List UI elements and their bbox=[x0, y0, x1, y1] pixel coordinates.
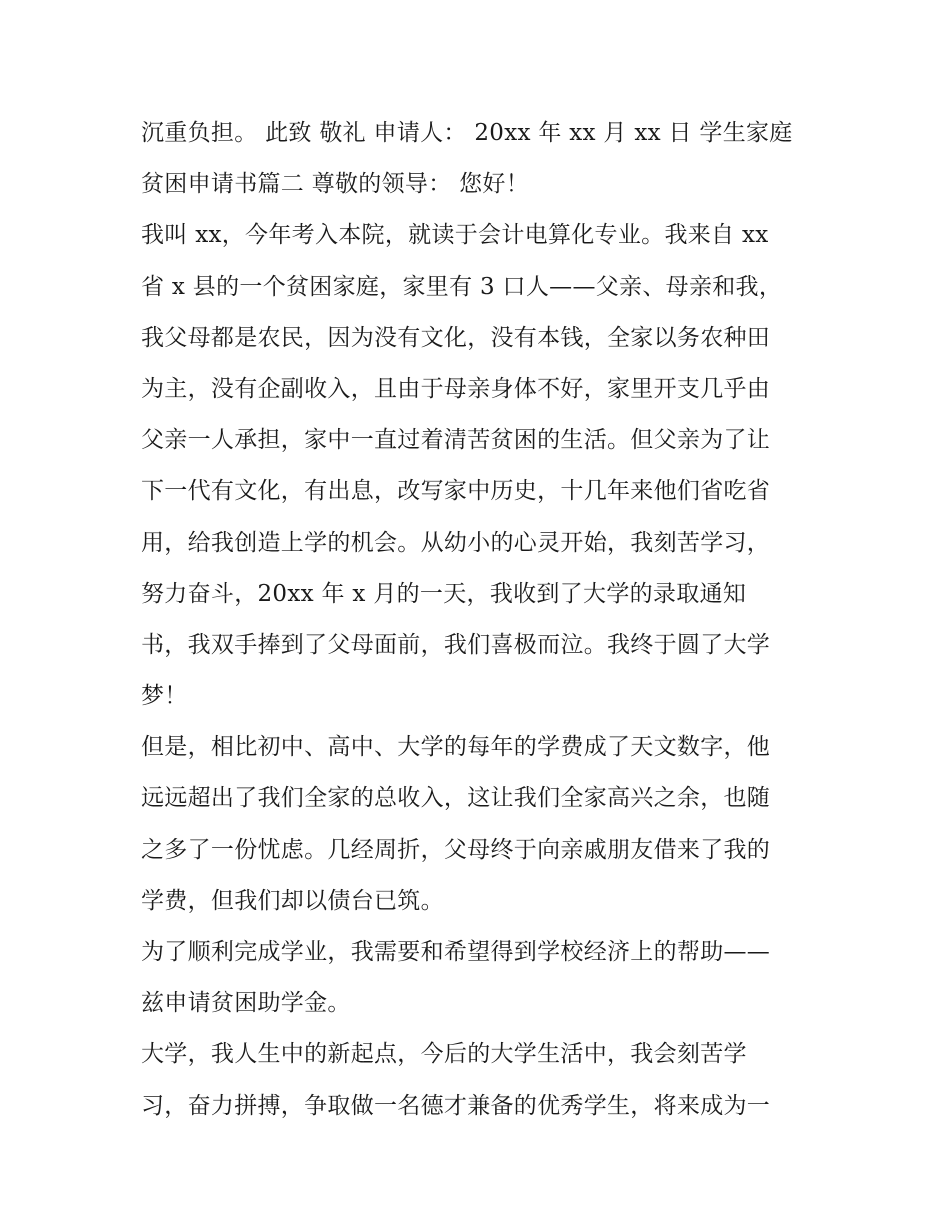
text-line: 为主，没有企副收入，且由于母亲身体不好，家里开支几乎由 bbox=[141, 375, 771, 402]
text-line: 我父母都是农民，因为没有文化，没有本钱，全家以务农种田 bbox=[141, 324, 771, 351]
text-line: 梦！ bbox=[141, 683, 188, 710]
text-line: 下一代有文化，有出息，改写家中历史，十几年来他们省吃省 bbox=[141, 478, 771, 505]
text-line: 但是，相比初中、高中、大学的每年的学费成了天文数字，他 bbox=[141, 734, 771, 761]
text-line: 沉重负担。 此致 敬礼 申请人： 20xx 年 xx 月 xx 日 学生家庭 bbox=[141, 120, 793, 146]
text-line: 父亲一人承担，家中一直过着清苦贫困的生活。但父亲为了让 bbox=[141, 427, 771, 454]
text-line: 大学，我人生中的新起点，今后的大学生活中，我会刻苦学 bbox=[141, 1041, 747, 1068]
text-line: 远远超出了我们全家的总收入，这让我们全家高兴之余，也随 bbox=[141, 785, 771, 812]
text-line: 兹申请贫困助学金。 bbox=[141, 990, 351, 1017]
text-line: 学费，但我们却以债台已筑。 bbox=[141, 887, 444, 914]
text-line: 习，奋力拼搏，争取做一名德才兼备的优秀学生，将来成为一 bbox=[141, 1092, 771, 1119]
text-line: 书，我双手捧到了父母面前，我们喜极而泣。我终于圆了大学 bbox=[141, 631, 771, 658]
text-line: 努力奋斗，20xx 年 x 月的一天，我收到了大学的录取通知 bbox=[141, 580, 747, 607]
text-line: 之多了一份忧虑。几经周折，父母终于向亲戚朋友借来了我的 bbox=[141, 836, 771, 863]
document-body bbox=[141, 108, 816, 1132]
text-line: 我叫 xx，今年考入本院，就读于会计电算化专业。我来自 xx bbox=[141, 222, 769, 249]
text-line: 省 x 县的一个贫困家庭，家里有 3 口人——父亲、母亲和我， bbox=[141, 273, 783, 300]
text-line: 为了顺利完成学业，我需要和希望得到学校经济上的帮助—— bbox=[141, 939, 771, 965]
text-line: 用，给我创造上学的机会。从幼小的心灵开始，我刻苦学习， bbox=[141, 529, 771, 556]
text-line: 贫困申请书篇二 尊敬的领导： 您好！ bbox=[141, 171, 530, 198]
